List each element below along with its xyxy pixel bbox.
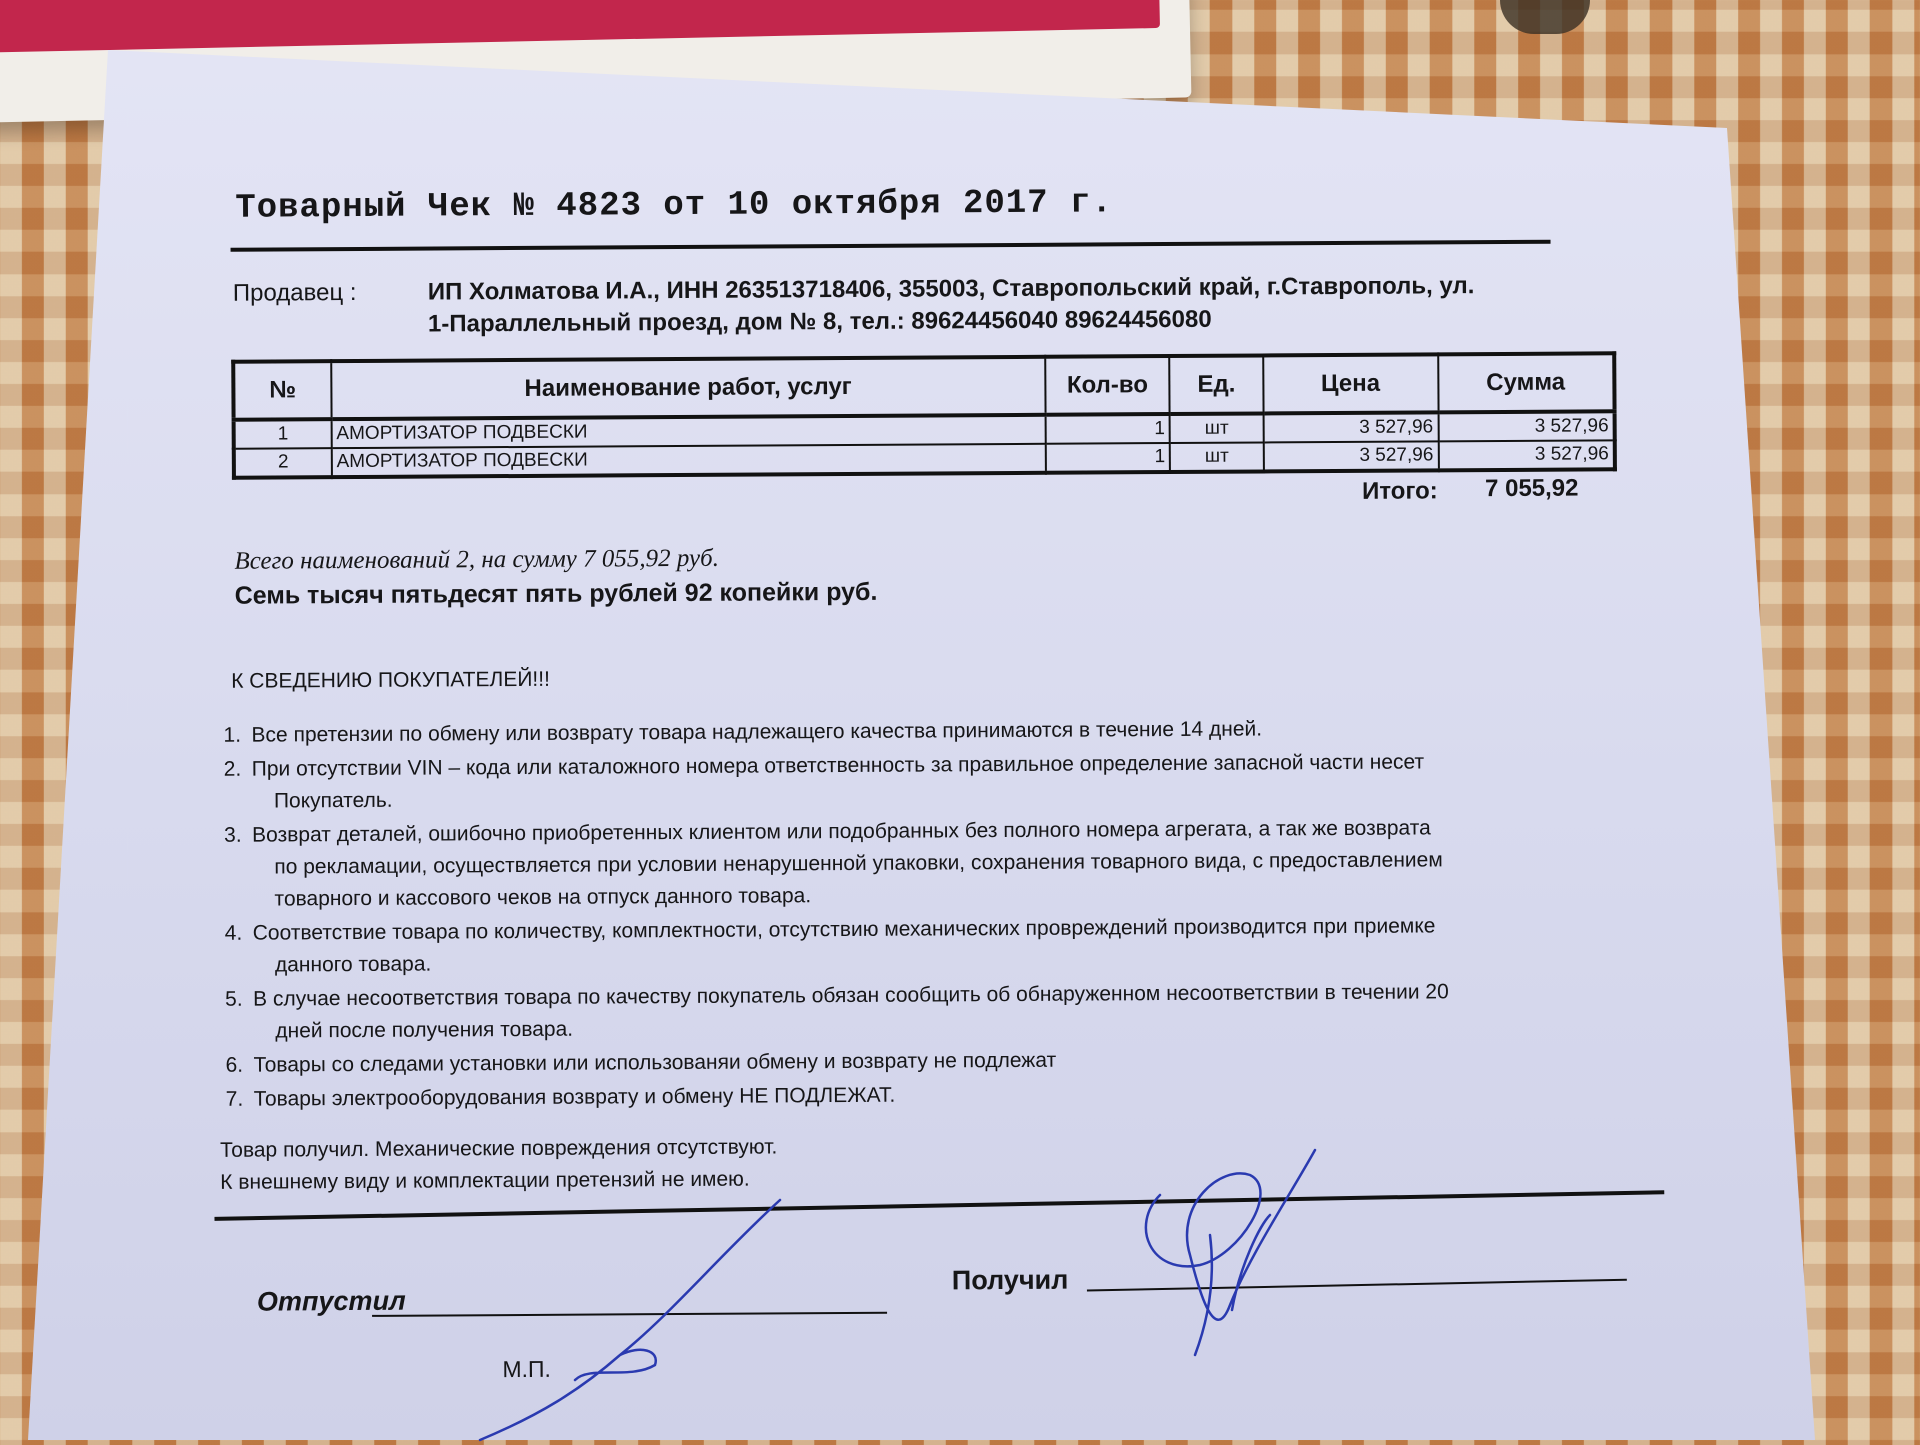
rule-text-continued: данного товара. (274, 952, 432, 977)
rule-number: 1. (223, 723, 242, 747)
seller-line-1: ИП Холматова И.А., ИНН 263513718406, 355003, Ставропольский край, г.Ставрополь, ул. (427, 272, 1475, 306)
total-value: 7 055,92 (1484, 474, 1579, 503)
rules-list (223, 711, 1645, 1118)
amount-in-words: Семь тысяч пятьдесят пять рублей 92 копейки руб. (234, 577, 878, 610)
column-header-qty: Кол-во (1045, 356, 1170, 415)
row-unit: шт (1170, 442, 1264, 472)
rule-text: Все претензии по обмену или возврату товара надлежащего качества принимаются в течение 14 дней. (251, 717, 1263, 747)
rule-text: При отсутствии VIN – кода или каталожного номера ответственность за правильное определение запасной части несет (251, 750, 1425, 781)
rule-number: 7. (225, 1087, 244, 1111)
row-unit: шт (1170, 413, 1264, 443)
dark-object-background (1500, 0, 1590, 34)
row-num: 2 (234, 448, 332, 478)
seller-line-2: 1-Параллельный проезд, дом № 8, тел.: 89624456040 89624456080 (427, 305, 1212, 338)
rule-number: 6. (225, 1053, 244, 1077)
rule-text-continued: Покупатель. (273, 788, 393, 813)
list-item (225, 975, 1645, 1048)
rule-text: В случае несоответствия товара по качеству покупатель обязан сообщить об обнаруженном несоответствии в течении 20 (253, 980, 1449, 1011)
stamp-place-label: М.П. (502, 1355, 551, 1383)
row-qty: 1 (1045, 443, 1170, 473)
row-sum: 3 527,96 (1438, 440, 1615, 470)
rule-text: Товары со следами установки или использованяи обмену и возврату не подлежат (253, 1048, 1057, 1077)
rule-number: 4. (224, 921, 243, 945)
rule-text-continued: товарного и кассового чеков на отпуск данного товара. (274, 884, 812, 911)
acceptance-line-1: Товар получил. Механические повреждения отсутствуют. (219, 1135, 778, 1162)
rule-number: 2. (223, 757, 242, 781)
list-item (226, 1075, 1646, 1116)
row-name: АМОРТИЗАТОР ПОДВЕСКИ (331, 444, 1045, 477)
list-item (224, 745, 1644, 818)
row-qty: 1 (1045, 414, 1170, 444)
row-sum: 3 527,96 (1438, 411, 1615, 441)
column-header-unit: Ед. (1170, 355, 1264, 414)
seller-label: Продавец : (232, 278, 357, 307)
list-item (225, 909, 1645, 982)
total-label: Итого: (1361, 477, 1438, 505)
rule-text-continued: дней после получения товара. (275, 1017, 574, 1043)
items-table (231, 351, 1617, 479)
notice-heading: К СВЕДЕНИЮ ПОКУПАТЕЛЕЙ!!! (231, 667, 550, 693)
released-by-signature-line (372, 1312, 887, 1317)
rule-number: 5. (225, 987, 243, 1011)
rule-text: Соответствие товара по количеству, комплектности, отсутствию механических провреждений производится при приемке (252, 914, 1436, 945)
column-header-price: Цена (1263, 354, 1438, 413)
receipt-title: Товарный Чек № 4823 от 10 октября 2017 г. (235, 184, 1113, 228)
table-header-row (233, 353, 1614, 419)
released-by-label: Отпустил (256, 1285, 406, 1317)
row-price: 3 527,96 (1263, 412, 1438, 442)
rule-number: 3. (224, 823, 242, 847)
book-cover (0, 0, 1160, 53)
column-header-name: Наименование работ, услуг (331, 357, 1045, 419)
list-item (224, 811, 1645, 916)
items-summary: Всего наименований 2, на сумму 7 055,92 руб. (234, 544, 720, 575)
column-header-num: № (233, 361, 331, 420)
column-header-sum: Сумма (1438, 353, 1615, 412)
acceptance-line-2: К внешнему виду и комплектации претензий не имею. (220, 1167, 750, 1194)
seller-details (428, 270, 1578, 341)
rule-text-continued: по рекламации, осуществляется при условии ненарушенной упаковки, сохранения товарного вида, с предоставлением (274, 848, 1443, 879)
received-by-label: Получил (951, 1264, 1069, 1296)
row-num: 1 (234, 419, 332, 449)
row-price: 3 527,96 (1263, 441, 1438, 471)
title-underline (231, 240, 1551, 252)
receipt-document (190, 151, 1658, 1420)
acceptance-statement (220, 1131, 778, 1198)
rule-text: Товары электрооборудования возврату и обмену НЕ ПОДЛЕЖАТ. (253, 1083, 896, 1111)
received-by-signature-line (1087, 1279, 1627, 1292)
row-name: АМОРТИЗАТОР ПОДВЕСКИ (331, 415, 1045, 448)
rule-text: Возврат деталей, ошибочно приобретенных клиентом или подобранных без полного номера агрегата, а так же возврата (252, 816, 1431, 847)
